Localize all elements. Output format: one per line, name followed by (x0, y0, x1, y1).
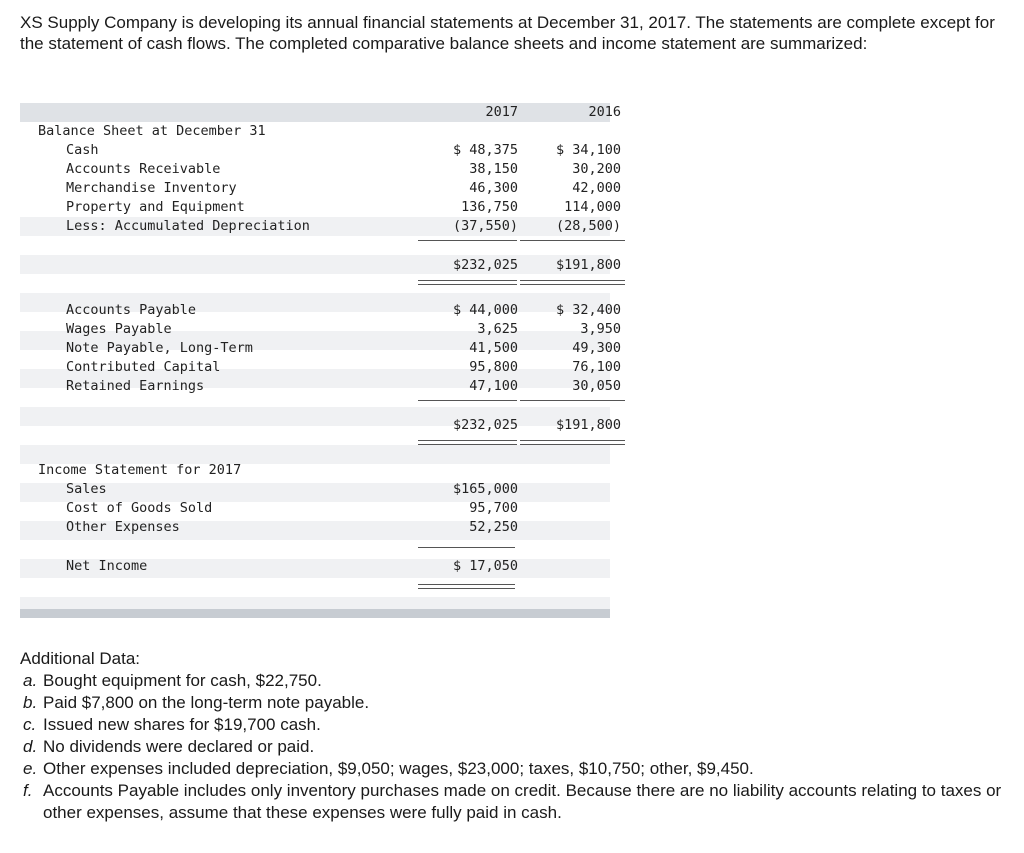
row-label: Other Expenses (66, 519, 180, 535)
subtotal-rule (418, 240, 517, 241)
value-2016: $ 32,400 (555, 302, 621, 318)
double-rule (520, 440, 625, 441)
double-rule (418, 280, 517, 281)
year-2016-header: 2016 (588, 104, 621, 120)
row-label: Contributed Capital (66, 359, 221, 375)
row-label: Cash (66, 142, 99, 158)
double-rule (418, 284, 517, 285)
row-label: Property and Equipment (66, 199, 245, 215)
value-2017: $ 44,000 (452, 302, 518, 318)
list-item: c. Issued new shares for $19,700 cash. (23, 715, 321, 734)
financial-statements-table (20, 103, 621, 618)
row-label: Note Payable, Long-Term (66, 340, 253, 356)
net-income-value: $ 17,050 (452, 558, 518, 574)
list-item: a. Bought equipment for cash, $22,750. (23, 671, 322, 690)
value-2016: $ 34,100 (555, 142, 621, 158)
intro-paragraph: XS Supply Company is developing its annual financial statements at December 31, 2017. The statements are complete except for the statement of cash flows. The completed comparative balance sheets and income statement are summarized: (20, 13, 995, 53)
value-2017: 95,700 (469, 500, 518, 516)
double-rule (520, 444, 625, 445)
additional-data-title: Additional Data: (20, 649, 141, 668)
row-label: Merchandise Inventory (66, 180, 237, 196)
double-rule (418, 584, 515, 585)
subtotal-rule (520, 240, 625, 241)
double-rule (520, 284, 625, 285)
double-rule (418, 440, 517, 441)
row-label: Less: Accumulated Depreciation (66, 218, 310, 234)
value-2017: 95,800 (469, 359, 518, 375)
double-rule (520, 280, 625, 281)
total-liabilities-equity-2017: $232,025 (452, 417, 518, 433)
row-label: Wages Payable (66, 321, 172, 337)
list-item: e. Other expenses included depreciation, $9,050; wages, $23,000; taxes, $10,750; other, $9,450. (23, 759, 754, 778)
balance-sheet-heading: Balance Sheet at December 31 (38, 123, 266, 139)
row-label: Accounts Receivable (66, 161, 221, 177)
row-label: Accounts Payable (66, 302, 197, 318)
income-statement-heading: Income Statement for 2017 (38, 462, 242, 478)
value-2016: 42,000 (572, 180, 621, 196)
year-2017-header: 2017 (485, 104, 518, 120)
list-item: d. No dividends were declared or paid. (23, 737, 315, 756)
additional-data (20, 648, 1010, 824)
subtotal-rule (418, 400, 517, 401)
value-2017: $165,000 (452, 481, 518, 497)
value-2016: 30,200 (572, 161, 621, 177)
row-label: Retained Earnings (66, 378, 205, 394)
row-label: Sales (66, 481, 107, 497)
value-2017: 41,500 (469, 340, 518, 356)
value-2016: 114,000 (564, 199, 621, 215)
row-label: Cost of Goods Sold (66, 500, 213, 516)
value-2016: 76,100 (572, 359, 621, 375)
value-2017: 38,150 (469, 161, 518, 177)
additional-data-list (20, 670, 1010, 824)
total-assets-2017: $232,025 (452, 257, 518, 273)
subtotal-rule (418, 547, 515, 548)
value-2017: 52,250 (469, 519, 518, 535)
list-item: f. Accounts Payable includes only inventory purchases made on credit. Because there are no liability accounts relating to taxes or other expenses, assume that these expenses were fully paid in cash. (23, 781, 1002, 822)
value-2017: 46,300 (469, 180, 518, 196)
value-2017: 136,750 (461, 199, 518, 215)
total-assets-2016: $191,800 (555, 257, 621, 273)
value-2016: 3,950 (580, 321, 621, 337)
total-liabilities-equity-2016: $191,800 (555, 417, 621, 433)
value-2017: (37,550) (452, 218, 518, 234)
subtotal-rule (520, 400, 625, 401)
net-income-label: Net Income (66, 558, 148, 574)
value-2017: 47,100 (469, 378, 518, 394)
value-2016: 49,300 (572, 340, 621, 356)
list-item: b. Paid $7,800 on the long-term note payable. (23, 693, 370, 712)
value-2017: 3,625 (477, 321, 518, 337)
double-rule (418, 588, 515, 589)
value-2016: (28,500) (555, 218, 621, 234)
value-2016: 30,050 (572, 378, 621, 394)
value-2017: $ 48,375 (452, 142, 518, 158)
double-rule (418, 444, 517, 445)
